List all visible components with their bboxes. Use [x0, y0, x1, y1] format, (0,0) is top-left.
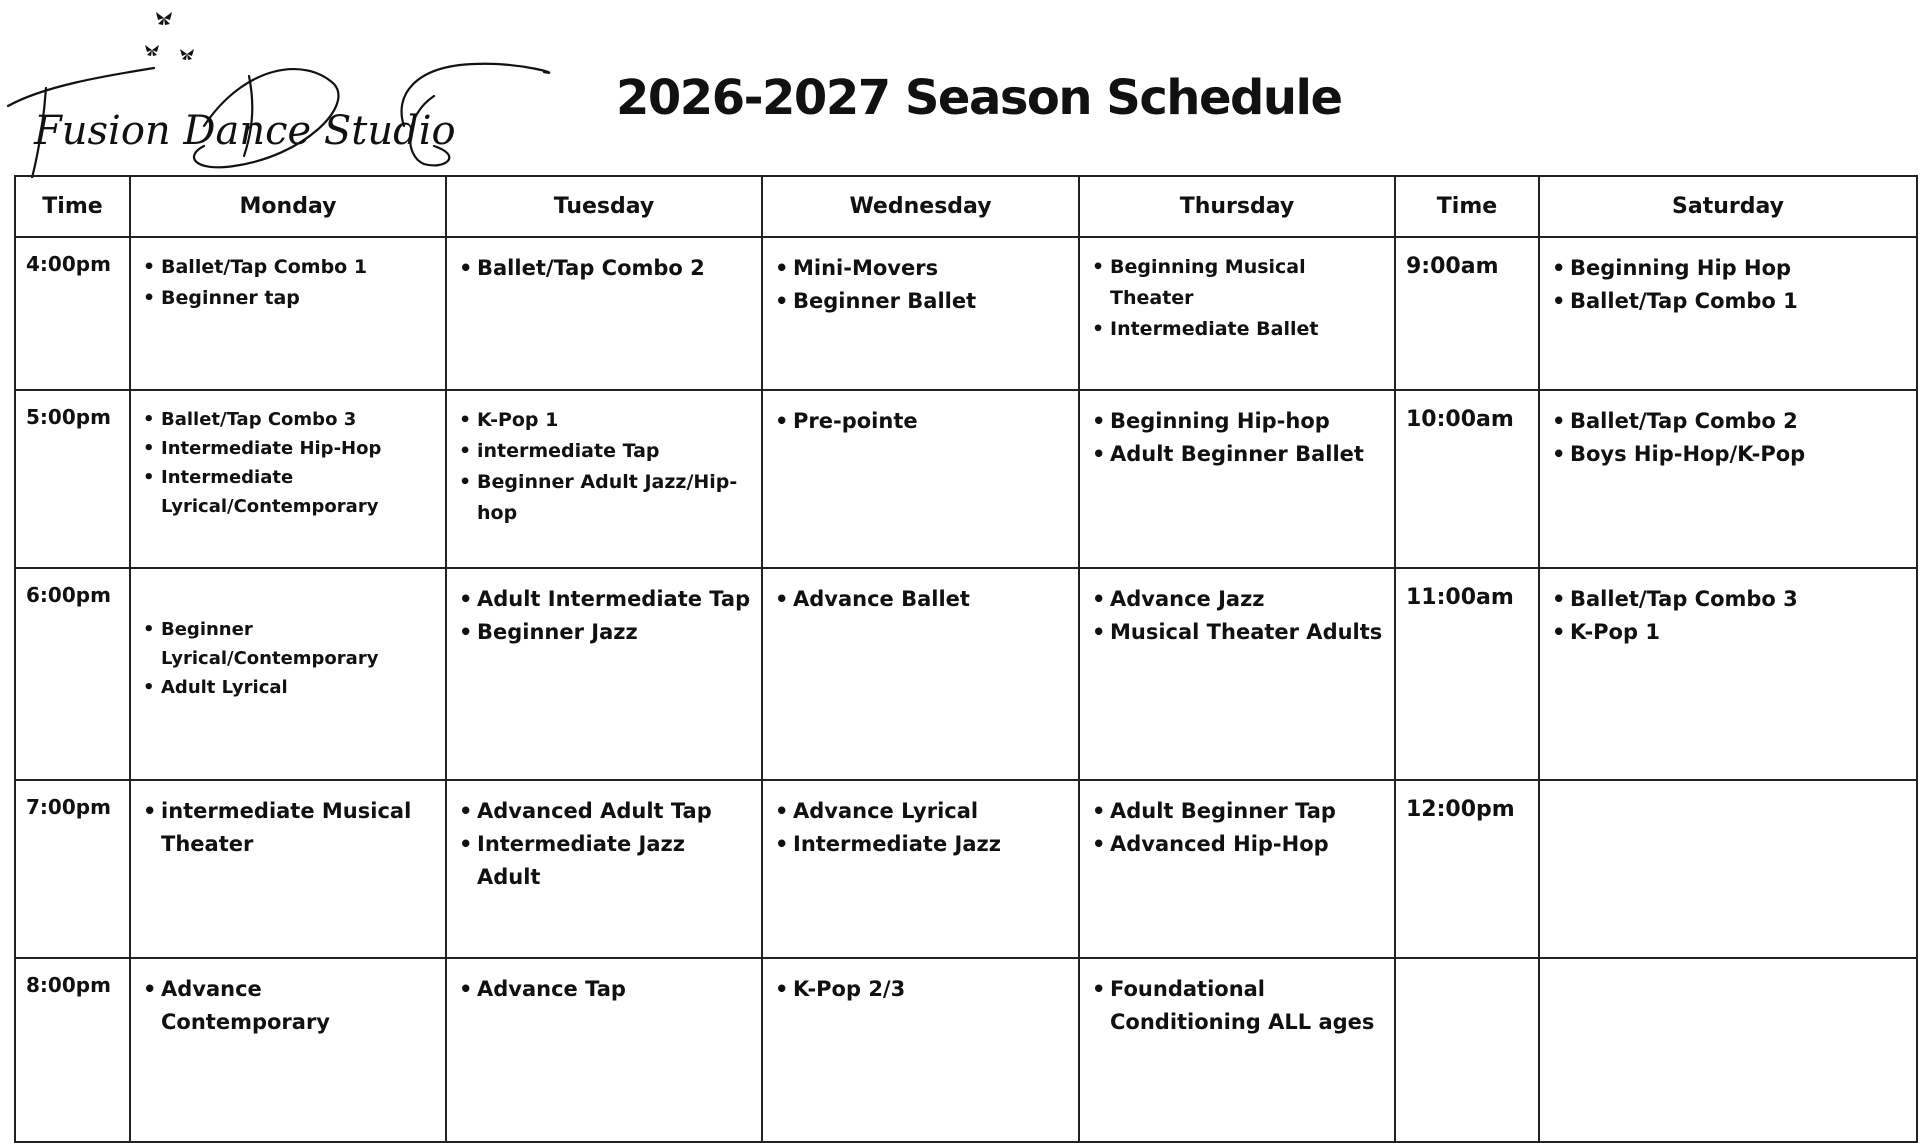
class-item: • Beginner Lyrical/Contemporary — [161, 615, 437, 673]
class-item: • intermediate Tap — [477, 436, 753, 467]
wednesday-cell — [762, 780, 1079, 958]
class-item: • Beginner Ballet — [793, 285, 1070, 318]
class-item: • Ballet/Tap Combo 2 — [1570, 405, 1908, 438]
class-item: • Advanced Adult Tap — [477, 795, 753, 828]
class-list — [1540, 238, 1916, 318]
class-item: • Ballet/Tap Combo 1 — [161, 252, 437, 283]
class-list — [131, 569, 445, 702]
logo-graphic — [4, 6, 564, 178]
wednesday-cell — [762, 390, 1079, 568]
class-item: • Foundational Conditioning ALL ages — [1110, 973, 1386, 1039]
tuesday-cell — [446, 568, 762, 780]
class-list — [131, 391, 445, 521]
thursday-cell — [1079, 390, 1395, 568]
class-item: • Advance Jazz — [1110, 583, 1386, 616]
saturday-cell — [1539, 780, 1917, 958]
class-list — [1080, 238, 1394, 345]
class-item: • Beginner tap — [161, 283, 437, 314]
class-list — [131, 959, 445, 1039]
class-item: • Beginning Hip Hop — [1570, 252, 1908, 285]
table-row — [15, 568, 1917, 780]
class-list — [447, 569, 761, 649]
class-item: • Ballet/Tap Combo 3 — [1570, 583, 1908, 616]
thursday-cell — [1079, 237, 1395, 390]
wednesday-cell — [762, 237, 1079, 390]
class-item: • Beginner Jazz — [477, 616, 753, 649]
class-item: • K-Pop 1 — [1570, 616, 1908, 649]
thursday-cell — [1079, 780, 1395, 958]
class-item: • K-Pop 2/3 — [793, 973, 1070, 1006]
time-cell: 5:00pm — [15, 390, 130, 568]
header-monday: Monday — [130, 176, 446, 237]
saturday-time-cell: 11:00am — [1395, 568, 1539, 780]
class-list — [131, 781, 445, 861]
monday-cell — [130, 237, 446, 390]
class-list — [1080, 781, 1394, 861]
class-item: • intermediate Musical Theater — [161, 795, 437, 861]
class-item: • Intermediate Jazz Adult — [477, 828, 753, 894]
class-item: • Musical Theater Adults — [1110, 616, 1386, 649]
thursday-cell — [1079, 568, 1395, 780]
schedule-table — [14, 175, 1918, 1143]
saturday-time-cell: 10:00am — [1395, 390, 1539, 568]
header-thursday: Thursday — [1079, 176, 1395, 237]
class-item: • Adult Beginner Ballet — [1110, 438, 1386, 471]
class-list — [1080, 959, 1394, 1039]
tuesday-cell — [446, 390, 762, 568]
class-item: • Ballet/Tap Combo 1 — [1570, 285, 1908, 318]
class-item: • Intermediate Jazz — [793, 828, 1070, 861]
studio-logo — [4, 6, 564, 178]
class-item: • Adult Beginner Tap — [1110, 795, 1386, 828]
saturday-cell — [1539, 958, 1917, 1142]
saturday-cell — [1539, 237, 1917, 390]
class-item: • Ballet/Tap Combo 3 — [161, 405, 437, 434]
tuesday-cell — [446, 237, 762, 390]
header-wednesday: Wednesday — [762, 176, 1079, 237]
saturday-cell — [1539, 390, 1917, 568]
saturday-time-cell — [1395, 958, 1539, 1142]
class-item: • Pre-pointe — [793, 405, 1070, 438]
header-row — [15, 176, 1917, 237]
time-cell: 8:00pm — [15, 958, 130, 1142]
class-item: • Beginning Musical Theater — [1110, 252, 1386, 314]
table-row — [15, 780, 1917, 958]
wednesday-cell — [762, 958, 1079, 1142]
class-item: • Advance Lyrical — [793, 795, 1070, 828]
class-item: • Boys Hip-Hop/K-Pop — [1570, 438, 1908, 471]
monday-cell — [130, 780, 446, 958]
table-row — [15, 390, 1917, 568]
class-item: • Advance Contemporary — [161, 973, 437, 1039]
time-cell: 4:00pm — [15, 237, 130, 390]
class-list — [1540, 391, 1916, 471]
monday-cell — [130, 390, 446, 568]
class-item: • Advance Ballet — [793, 583, 1070, 616]
header-saturday-time: Time — [1395, 176, 1539, 237]
class-item: • Adult Intermediate Tap — [477, 583, 753, 616]
class-list — [447, 781, 761, 894]
class-list — [763, 238, 1078, 318]
class-item: • Beginner Adult Jazz/Hip-hop — [477, 467, 753, 529]
thursday-cell — [1079, 958, 1395, 1142]
class-list — [447, 959, 761, 1006]
header-tuesday: Tuesday — [446, 176, 762, 237]
saturday-time-cell: 12:00pm — [1395, 780, 1539, 958]
table-row — [15, 237, 1917, 390]
class-item: • K-Pop 1 — [477, 405, 753, 436]
header-saturday: Saturday — [1539, 176, 1917, 237]
time-cell: 7:00pm — [15, 780, 130, 958]
time-cell: 6:00pm — [15, 568, 130, 780]
class-list — [763, 391, 1078, 438]
class-list — [763, 959, 1078, 1006]
butterflies-icon — [145, 12, 194, 60]
class-item: • Advanced Hip-Hop — [1110, 828, 1386, 861]
class-list — [763, 781, 1078, 861]
saturday-cell — [1539, 568, 1917, 780]
class-list — [447, 391, 761, 529]
monday-cell — [130, 958, 446, 1142]
tuesday-cell — [446, 958, 762, 1142]
class-list — [763, 569, 1078, 616]
class-list — [447, 238, 761, 285]
class-item: • Mini-Movers — [793, 252, 1070, 285]
class-item: • Ballet/Tap Combo 2 — [477, 252, 753, 285]
class-item: • Intermediate Lyrical/Contemporary — [161, 463, 437, 521]
class-list — [1540, 569, 1916, 649]
saturday-time-cell: 9:00am — [1395, 237, 1539, 390]
class-item: • Adult Lyrical — [161, 673, 437, 702]
class-item: • Beginning Hip-hop — [1110, 405, 1386, 438]
class-list — [1080, 569, 1394, 649]
page-title: 2026-2027 Season Schedule — [616, 70, 1342, 126]
wednesday-cell — [762, 568, 1079, 780]
monday-cell — [130, 568, 446, 780]
class-list — [1080, 391, 1394, 471]
class-item: • Advance Tap — [477, 973, 753, 1006]
class-list — [131, 238, 445, 314]
header-time: Time — [15, 176, 130, 237]
table-row — [15, 958, 1917, 1142]
logo-text: Fusion Dance Studio — [34, 108, 456, 154]
class-item: • Intermediate Ballet — [1110, 314, 1386, 345]
tuesday-cell — [446, 780, 762, 958]
class-item: • Intermediate Hip-Hop — [161, 434, 437, 463]
